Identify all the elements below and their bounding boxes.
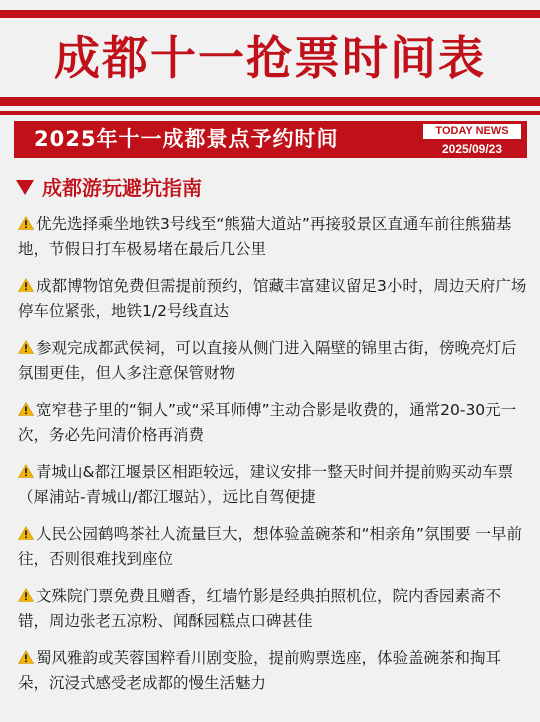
page-title: 成都十一抢票时间表 xyxy=(54,31,486,85)
tip-item xyxy=(18,336,528,386)
warning-icon xyxy=(18,585,34,599)
tip-text: 参观完成都武侯祠，可以直接从侧门进入隔壁的锦里古街，傍晚亮灯后氛围更佳，但人多注意保管财物 xyxy=(18,339,517,382)
down-triangle-icon xyxy=(16,180,34,195)
warning-icon xyxy=(18,213,34,227)
tip-item xyxy=(18,274,528,324)
tip-text: 文殊院门票免费且赠香，红墙竹影是经典拍照机位，院内香园素斋不错，周边张老五凉粉、闻酥园糕点口碑甚佳 xyxy=(18,587,502,630)
tip-text: 人民公园鹤鸣茶社人流量巨大，想体验盖碗茶和“相亲角”氛围要 一早前往，否则很难找到座位 xyxy=(18,525,522,568)
tip-item xyxy=(18,646,528,696)
section-heading-text: 成都游玩避坑指南 xyxy=(42,176,202,200)
tip-item xyxy=(18,522,528,572)
section-heading xyxy=(16,174,202,202)
top-rule xyxy=(0,10,540,18)
tip-item xyxy=(18,212,528,262)
warning-icon xyxy=(18,275,34,289)
badge-label: TODAY NEWS xyxy=(423,124,521,139)
warning-icon xyxy=(18,523,34,537)
badge-date: 2025/09/23 xyxy=(441,142,503,156)
tip-item xyxy=(18,584,528,634)
warning-icon xyxy=(18,461,34,475)
subtitle-banner xyxy=(14,121,527,158)
tip-text: 蜀风雅韵或芙蓉国粹看川剧变脸，提前购票选座，体验盖碗茶和掏耳朵，沉浸式感受老成都的慢生活魅力 xyxy=(18,649,502,692)
news-badge xyxy=(423,124,521,157)
divider-thick xyxy=(0,97,540,106)
tips-list xyxy=(18,212,528,708)
banner-title: 2025年十一成都景点予约时间 xyxy=(34,127,339,151)
tip-text: 青城山&都江堰景区相距较远，建议安排一整天时间并提前购买动车票（犀浦站-青城山/都江堰站），远比自驾便捷 xyxy=(18,463,514,506)
tip-text: 宽窄巷子里的“铜人”或“采耳师傅”主动合影是收费的，通常20-30元一次，务必先问清价格再消费 xyxy=(18,401,517,444)
tip-item xyxy=(18,460,528,510)
tip-text: 成都博物馆免费但需提前预约，馆藏丰富建议留足3小时，周边天府广场停车位紧张，地铁1/2号线直达 xyxy=(18,277,527,320)
warning-icon xyxy=(18,337,34,351)
warning-icon xyxy=(18,399,34,413)
tip-text: 优先选择乘坐地铁3号线至“熊猫大道站”再接驳景区直通车前往熊猫基地，节假日打车极易堵在最后几公里 xyxy=(18,215,512,258)
warning-icon xyxy=(18,647,34,661)
divider-thin xyxy=(0,111,540,115)
tip-item xyxy=(18,398,528,448)
